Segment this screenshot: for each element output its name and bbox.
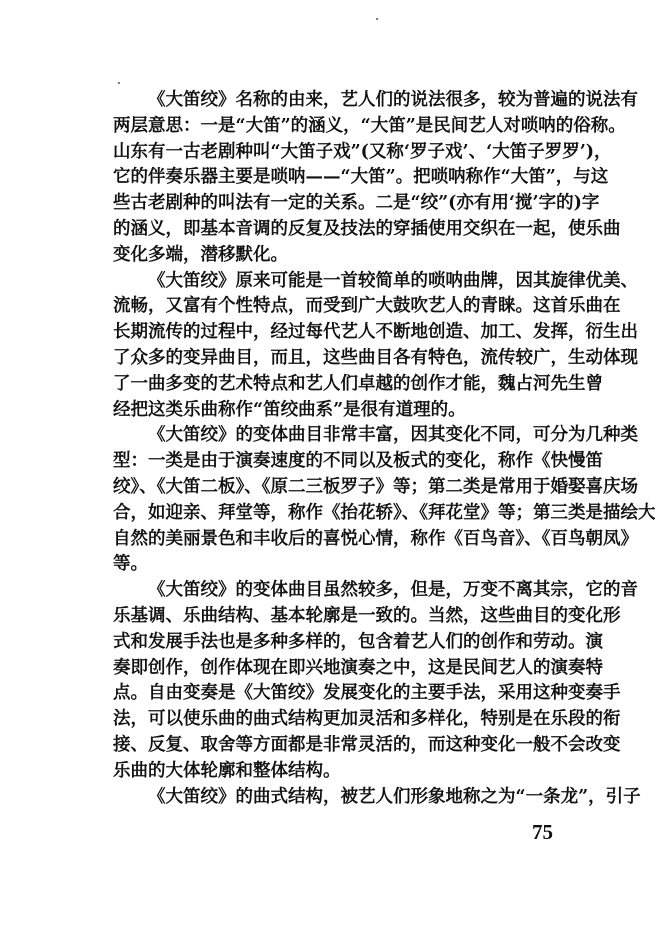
scan-speck bbox=[376, 18, 378, 20]
text-line: 《大笛绞》原来可能是一首较简单的唢呐曲牌，因其旋律优美、 bbox=[148, 270, 638, 291]
text-line: 式和发展手法也是多种多样的，包含着艺人们的创作和劳动。演 bbox=[113, 631, 603, 652]
text-line: 等。 bbox=[113, 554, 148, 575]
text-line: 乐曲的大体轮廓和整体结构。 bbox=[113, 760, 341, 781]
text-line: 合，如迎亲、拜堂等，称作《抬花轿》、《拜花堂》等；第三类是描绘大 bbox=[113, 502, 655, 523]
text-line: 些古老剧种的叫法有一定的关系。二是“绞”(亦有用‘搅’字的)字 bbox=[113, 193, 600, 214]
text-line: 绞》、《大笛二板》、《原二三板罗子》等；第二类是常用于婚娶喜庆场 bbox=[113, 477, 638, 497]
text-line: 《大笛绞》名称的由来，艺人们的说法很多，较为普遍的说法有 bbox=[148, 90, 638, 110]
text-line: 经把这类乐曲称作“笛绞曲系”是很有道理的。 bbox=[113, 399, 466, 420]
page-number: 75 bbox=[532, 820, 553, 844]
text-line: 《大笛绞》的曲式结构，被艺人们形象地称之为“一条龙”，引子 bbox=[148, 786, 641, 807]
text-line: 《大笛绞》的变体曲目虽然较多，但是，万变不离其宗，它的音 bbox=[148, 580, 638, 601]
text-line: 接、反复、取舍等方面都是非常灵活的，而这种变化一般不会改变 bbox=[113, 735, 621, 755]
text-line: 自然的美丽景色和丰收后的喜悦心情，称作《百鸟音》、《百鸟朝凤》 bbox=[113, 528, 638, 549]
text-line: 的涵义，即基本音调的反复及技法的穿插使用交织在一起，使乐曲 bbox=[113, 219, 621, 239]
text-line: 奏即创作，创作体现在即兴地演奏之中，这是民间艺人的演奏特 bbox=[113, 657, 603, 678]
text-line: 型：一类是由于演奏速度的不同以及板式的变化，称作《快慢笛 bbox=[113, 451, 603, 472]
text-line: 法，可以使乐曲的曲式结构更加灵活和多样化，特别是在乐段的衔 bbox=[113, 709, 621, 730]
text-line: 点。自由变奏是《大笛绞》发展变化的主要手法，采用这种变奏手 bbox=[113, 683, 621, 704]
text-line: 《大笛绞》的变体曲目非常丰富，因其变化不同，可分为几种类 bbox=[148, 425, 638, 446]
text-line: 了一曲多变的艺术特点和艺人们卓越的创作才能，魏占河先生曾 bbox=[113, 373, 603, 394]
text-line: 两层意思：一是“大笛”的涵义，“大笛”是民间艺人对唢呐的俗称。 bbox=[113, 115, 626, 136]
text-line: 流畅，又富有个性特点，而受到广大鼓吹艺人的青睐。这首乐曲在 bbox=[113, 296, 621, 317]
text-line: 变化多端，潜移默化。 bbox=[113, 244, 288, 265]
text-line: 山东有一古老剧种叫“大笛子戏”(又称‘罗子戏’、‘大笛子罗罗’)， bbox=[113, 141, 612, 162]
text-line: 长期流传的过程中，经过每代艺人不断地创造、加工、发挥，衍生出 bbox=[113, 322, 638, 343]
text-line: 乐基调、乐曲结构、基本轮廓是一致的。当然，这些曲目的变化形 bbox=[113, 606, 621, 626]
text-line: 了众多的变异曲目，而且，这些曲目各有特色，流传较广，生动体现 bbox=[113, 348, 638, 368]
scan-speck bbox=[118, 82, 120, 84]
text-line: 它的伴奏乐器主要是唢呐——“大笛”。把唢呐称作“大笛”，与这 bbox=[113, 167, 609, 188]
